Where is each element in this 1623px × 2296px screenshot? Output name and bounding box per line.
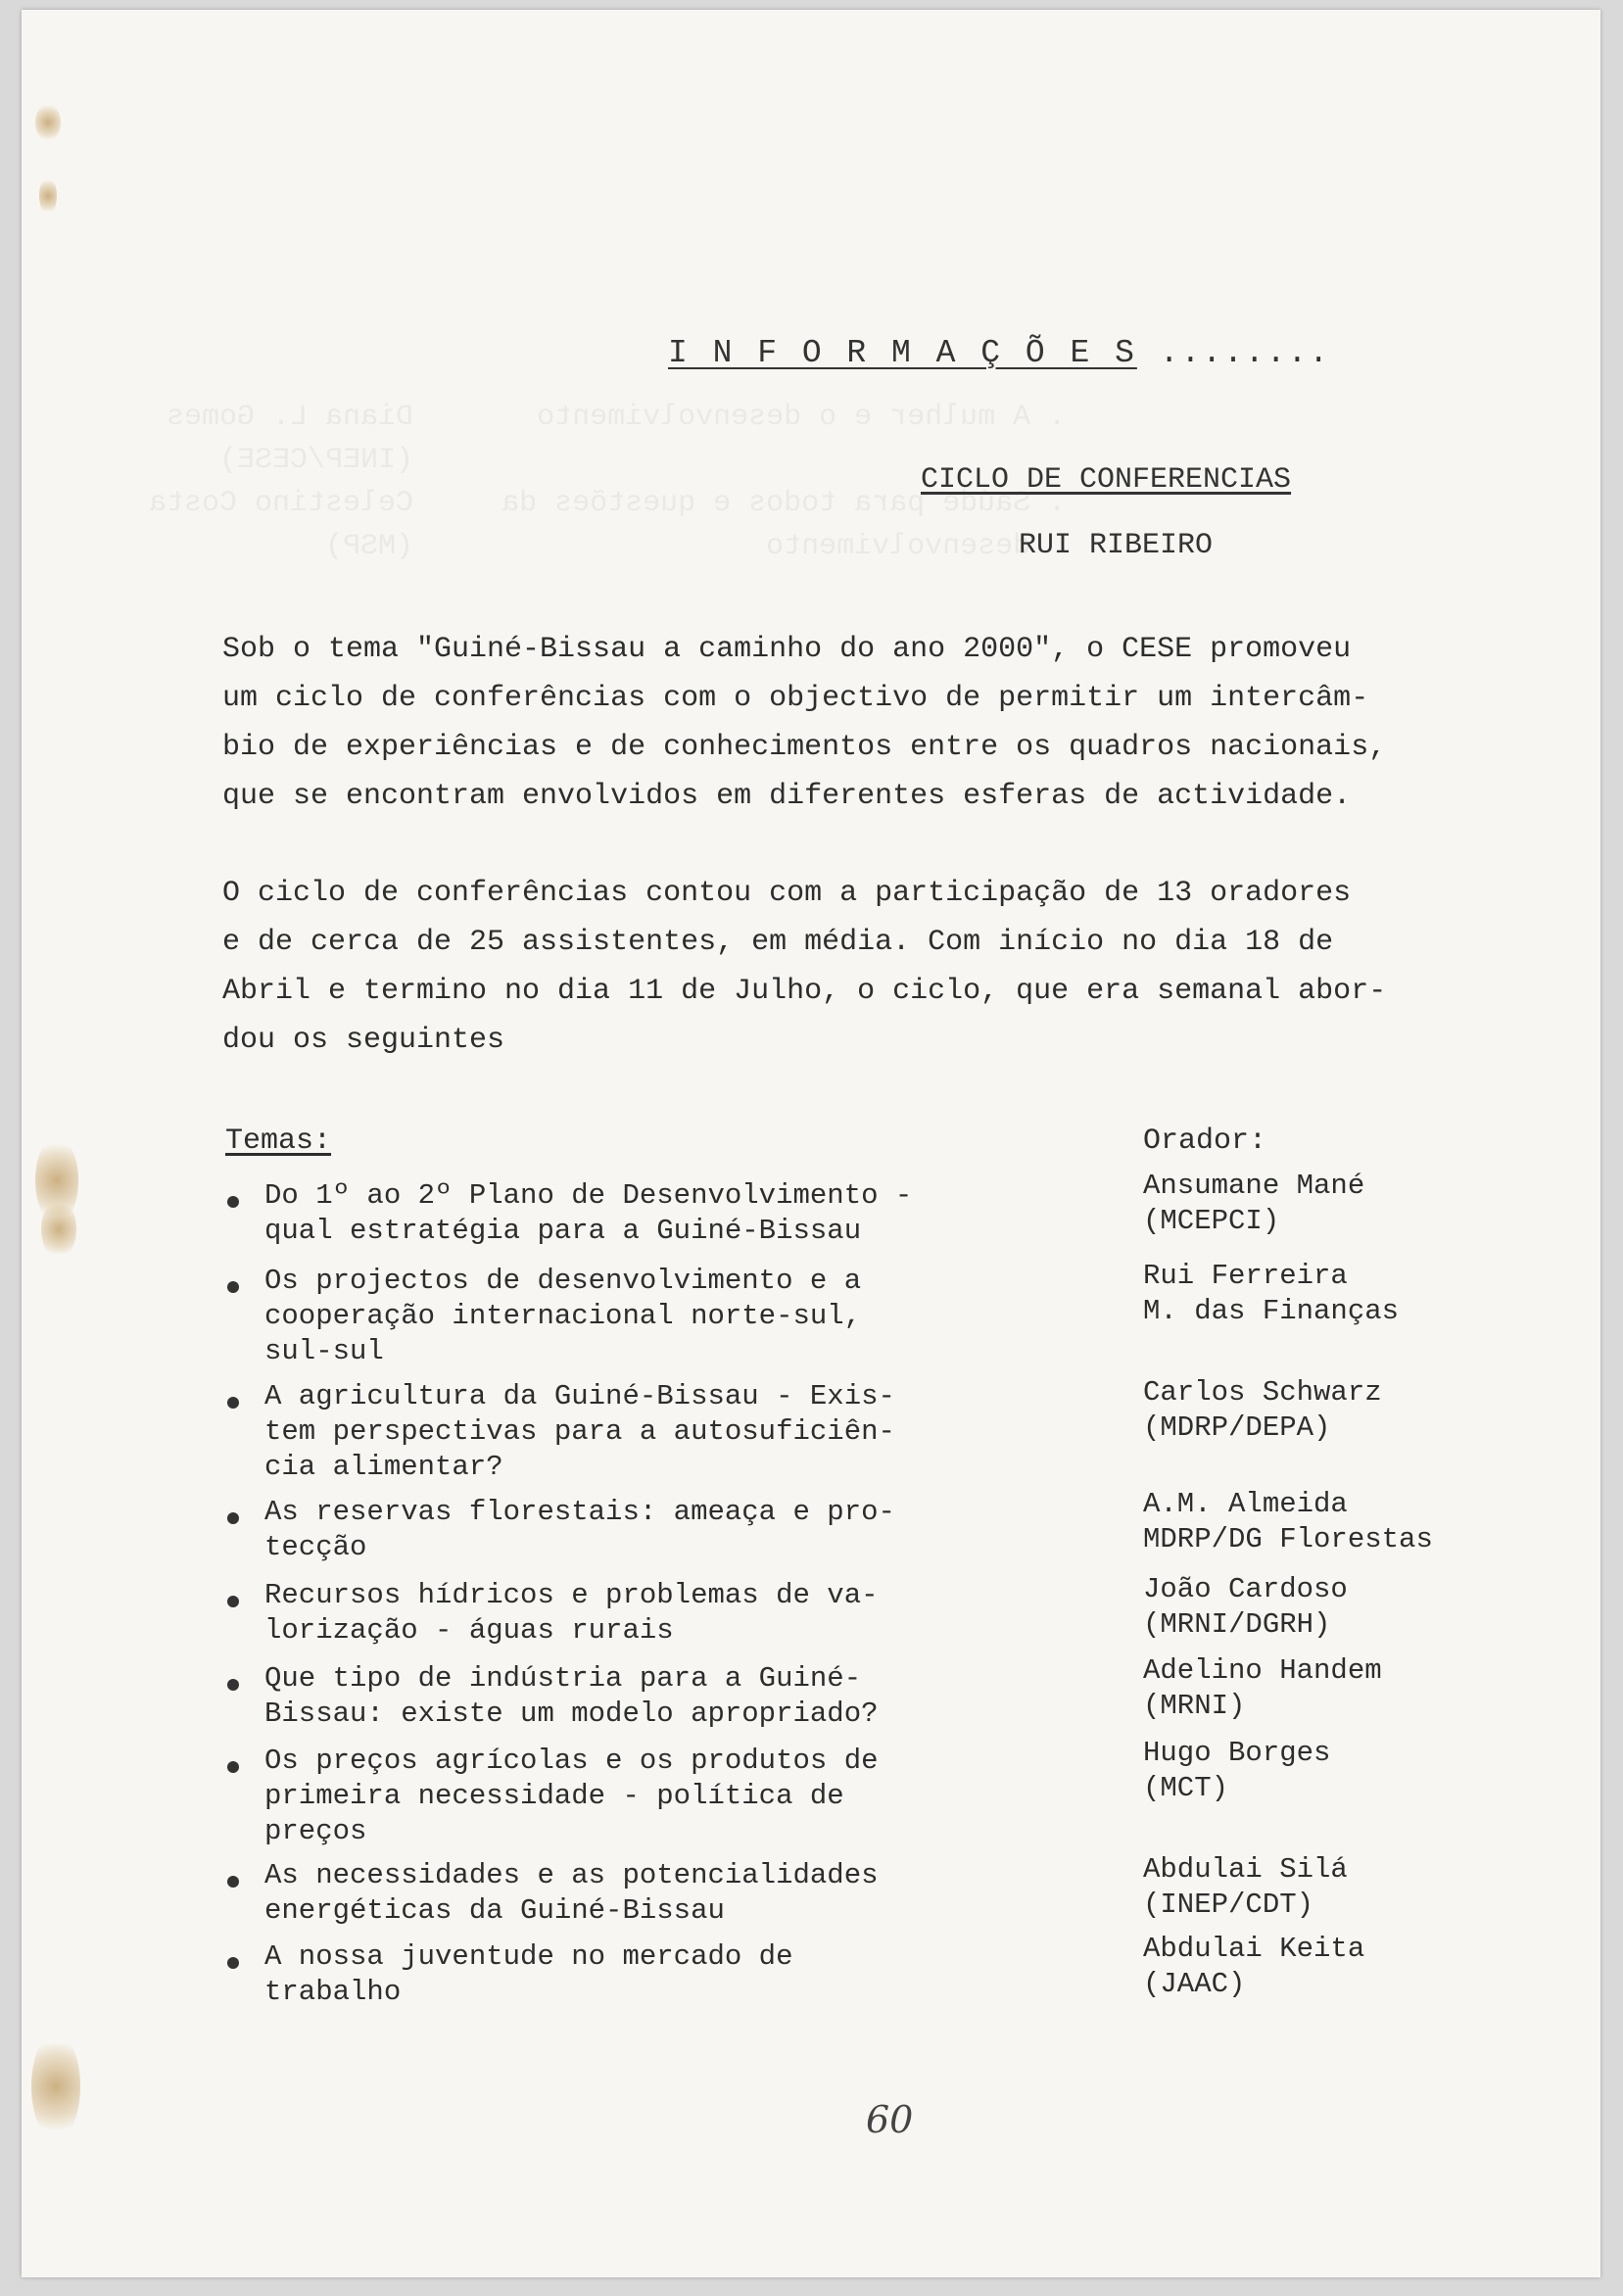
- speaker-line: (JAAC): [1143, 1968, 1246, 2000]
- theme-line: Os projectos de desenvolvimento e a: [264, 1265, 862, 1297]
- theme-line: A agricultura da Guiné-Bissau - Exis-: [264, 1380, 895, 1412]
- speaker-line: (INEP/CDT): [1143, 1889, 1314, 1921]
- paragraph-line: um ciclo de conferências com o objectivo de permitir um intercâm-: [222, 682, 1369, 715]
- speaker-line: M. das Finanças: [1143, 1295, 1400, 1327]
- bullet-icon: [227, 1397, 239, 1409]
- paragraph-line: Sob o tema "Guiné-Bissau a caminho do ano 2000", o CESE promoveu: [222, 633, 1352, 666]
- bleed-through-text: . A mulher e o desenvolvimento Diana L. Gomes (INEP/CESE) . Saúde para todos e questões da Celestino Costa desenvolvimento (MSP): [149, 401, 1067, 563]
- author: RUI RIBEIRO: [1019, 529, 1214, 562]
- topic-theme: [264, 1858, 1028, 1929]
- topic-speaker: [1143, 1572, 1594, 1643]
- themes-header: Temas:: [225, 1124, 332, 1158]
- theme-line: cia alimentar?: [264, 1451, 503, 1483]
- speaker-line: Adelino Handem: [1143, 1654, 1382, 1687]
- paragraph-line: Abril e termino no dia 11 de Julho, o ciclo, que era semanal abor-: [222, 975, 1387, 1008]
- theme-line: qual estratégia para a Guiné-Bissau: [264, 1215, 862, 1247]
- rust-stain-top: [35, 103, 61, 142]
- topic-theme: [264, 1744, 1028, 1849]
- bullet-icon: [227, 1679, 239, 1691]
- speaker-line: Abdulai Keita: [1143, 1933, 1365, 1965]
- bullet-icon: [227, 1876, 239, 1888]
- theme-line: As necessidades e as potencialidades: [264, 1859, 879, 1891]
- theme-line: Os preços agrícolas e os produtos de: [264, 1745, 879, 1777]
- topic-theme: [264, 1264, 1028, 1369]
- rust-stain-upper: [39, 176, 57, 215]
- speaker-line: Hugo Borges: [1143, 1737, 1331, 1769]
- topic-speaker: [1143, 1932, 1594, 2002]
- speaker-line: (MRNI): [1143, 1690, 1246, 1722]
- bullet-icon: [227, 1196, 239, 1208]
- subheading: CICLO DE CONFERENCIAS: [921, 463, 1292, 497]
- topic-theme: [264, 1578, 1028, 1649]
- rust-stain-bottom: [31, 2033, 80, 2140]
- document-page: [22, 10, 1600, 2277]
- speaker-line: A.M. Almeida: [1143, 1488, 1348, 1520]
- speaker-line: Ansumane Mané: [1143, 1170, 1365, 1202]
- rust-stain-middle-low: [41, 1200, 76, 1259]
- speakers-header: Orador:: [1143, 1124, 1267, 1158]
- bullet-icon: [227, 1512, 239, 1524]
- theme-line: Que tipo de indústria para a Guiné-: [264, 1662, 862, 1695]
- page-title: [668, 335, 1330, 371]
- paragraph-line: dou os seguintes: [222, 1024, 505, 1057]
- topic-speaker: [1143, 1653, 1594, 1724]
- page-number: 60: [866, 2098, 914, 2141]
- speaker-line: Abdulai Silá: [1143, 1853, 1348, 1886]
- topic-theme: [264, 1939, 1028, 2010]
- theme-line: tecção: [264, 1531, 367, 1563]
- topic-theme: [264, 1379, 1028, 1485]
- theme-line: primeira necessidade - política de: [264, 1780, 844, 1812]
- paragraph-line: que se encontram envolvidos em diferentes esferas de actividade.: [222, 780, 1352, 813]
- theme-line: As reservas florestais: ameaça e pro-: [264, 1496, 895, 1528]
- theme-line: energéticas da Guiné-Bissau: [264, 1894, 725, 1927]
- speaker-line: (MCEPCI): [1143, 1205, 1280, 1237]
- theme-line: sul-sul: [264, 1335, 384, 1367]
- speaker-line: Carlos Schwarz: [1143, 1376, 1382, 1409]
- topic-theme: [264, 1495, 1028, 1565]
- title-dots: ........: [1159, 335, 1331, 371]
- theme-line: Bissau: existe um modelo apropriado?: [264, 1698, 879, 1730]
- speaker-line: João Cardoso: [1143, 1573, 1348, 1605]
- theme-line: Do 1º ao 2º Plano de Desenvolvimento -: [264, 1179, 913, 1212]
- paragraph-intro: [222, 625, 1525, 821]
- topic-speaker: [1143, 1736, 1594, 1806]
- paragraph-line: O ciclo de conferências contou com a participação de 13 oradores: [222, 877, 1352, 910]
- topic-speaker: [1143, 1487, 1594, 1557]
- bullet-icon: [227, 1761, 239, 1773]
- topic-theme: [264, 1178, 1028, 1249]
- paragraph-summary: [222, 869, 1525, 1065]
- topic-speaker: [1143, 1852, 1594, 1923]
- theme-line: tem perspectivas para a autosuficiên-: [264, 1415, 895, 1448]
- topic-speaker: [1143, 1169, 1594, 1239]
- speaker-line: (MCT): [1143, 1772, 1229, 1804]
- bullet-icon: [227, 1596, 239, 1607]
- theme-line: preços: [264, 1815, 367, 1847]
- theme-line: trabalho: [264, 1976, 402, 2008]
- speaker-line: (MDRP/DEPA): [1143, 1411, 1331, 1444]
- topic-speaker: [1143, 1375, 1594, 1446]
- theme-line: lorização - águas rurais: [264, 1614, 674, 1647]
- speaker-line: Rui Ferreira: [1143, 1260, 1348, 1292]
- bullet-icon: [227, 1957, 239, 1969]
- speaker-line: MDRP/DG Florestas: [1143, 1523, 1433, 1555]
- paragraph-line: e de cerca de 25 assistentes, em média. Com início no dia 18 de: [222, 926, 1334, 959]
- topic-speaker: [1143, 1259, 1594, 1329]
- theme-line: cooperação internacional norte-sul,: [264, 1300, 862, 1332]
- paragraph-line: bio de experiências e de conhecimentos entre os quadros nacionais,: [222, 731, 1387, 764]
- speaker-line: (MRNI/DGRH): [1143, 1608, 1331, 1641]
- title-text: I N F O R M A Ç Õ E S: [668, 335, 1137, 371]
- theme-line: Recursos hídricos e problemas de va-: [264, 1579, 879, 1611]
- topic-theme: [264, 1661, 1028, 1732]
- theme-line: A nossa juventude no mercado de: [264, 1940, 793, 1973]
- bullet-icon: [227, 1281, 239, 1293]
